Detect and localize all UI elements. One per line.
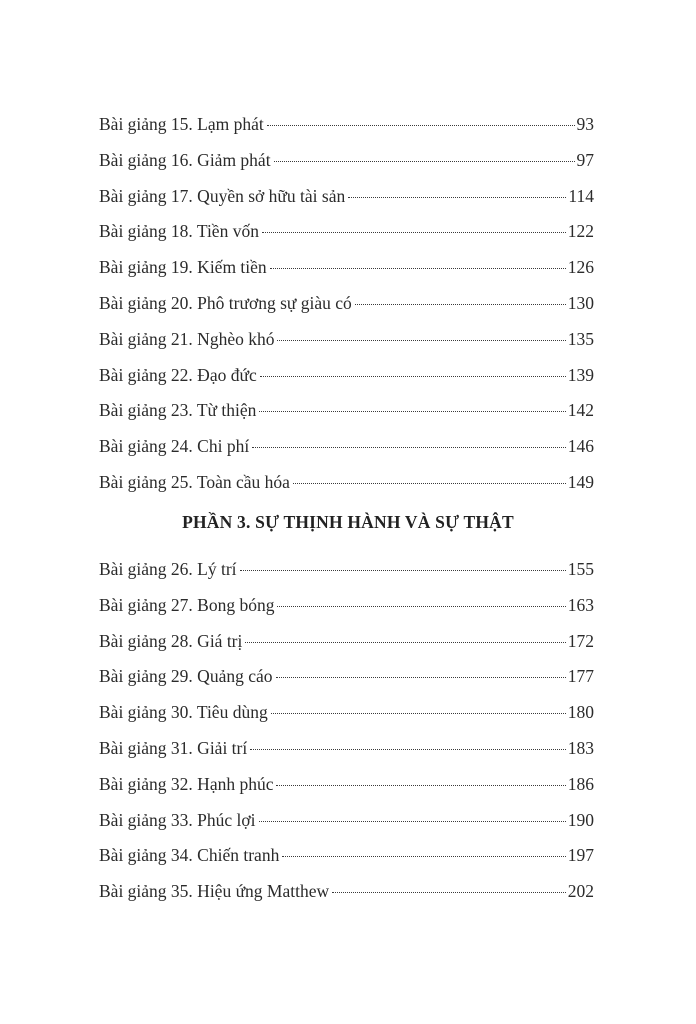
toc-entry-title: Bài giảng 16. Giảm phát [99, 149, 271, 170]
toc-entry-page: 190 [567, 809, 594, 830]
toc-entry-page: 135 [567, 328, 594, 349]
toc-entry-title: Bài giảng 35. Hiệu ứng Matthew [99, 881, 330, 902]
dot-leader [355, 304, 566, 305]
toc-entry-title: Bài giảng 23. Từ thiện [99, 400, 257, 421]
toc-entry [99, 838, 594, 874]
dot-leader [240, 570, 566, 571]
toc-entry [99, 179, 594, 215]
toc-entry-title: Bài giảng 24. Chi phí [99, 436, 250, 457]
toc-entry-page: 97 [576, 149, 594, 170]
toc-entry-title: Bài giảng 15. Lạm phát [99, 114, 264, 134]
toc-entry-title: Bài giảng 32. Hạnh phúc [99, 773, 274, 794]
toc-entry-page: 130 [567, 292, 594, 313]
toc-entry [99, 322, 594, 358]
toc-entry-page: 93 [576, 114, 594, 134]
toc-entry-page: 172 [567, 630, 594, 651]
toc-entry [99, 624, 594, 660]
dot-leader [282, 856, 565, 857]
toc-entry [99, 250, 594, 286]
toc-entry-page: 183 [567, 737, 594, 758]
toc-entry [99, 695, 594, 731]
toc-entry-title: Bài giảng 19. Kiếm tiền [99, 257, 267, 278]
toc-entry-title: Bài giảng 26. Lý trí [99, 559, 237, 579]
toc-entry-title: Bài giảng 30. Tiêu dùng [99, 702, 268, 723]
dot-leader [267, 125, 575, 126]
dot-leader [276, 785, 565, 786]
toc-entry [99, 803, 594, 839]
part-3-heading: PHẦN 3. SỰ THỊNH HÀNH VÀ SỰ THẬT [182, 512, 514, 532]
toc-entry-page: 163 [567, 594, 594, 615]
dot-leader [271, 713, 566, 714]
toc-entry [99, 552, 594, 588]
dot-leader [252, 447, 566, 448]
toc-entry [99, 874, 594, 910]
dot-leader [274, 161, 575, 162]
dot-leader [293, 483, 566, 484]
toc-entry [99, 214, 594, 250]
toc-list-part-3 [99, 552, 594, 910]
dot-leader [276, 677, 566, 678]
toc-entry-page: 122 [567, 221, 594, 242]
toc-entry-title: Bài giảng 21. Nghèo khó [99, 328, 275, 349]
toc-entry-page: 126 [567, 257, 594, 278]
toc-entry-title: Bài giảng 33. Phúc lợi [99, 809, 256, 830]
dot-leader [270, 268, 566, 269]
toc-entry-page: 142 [567, 400, 594, 421]
dot-leader [259, 821, 566, 822]
toc-entry [99, 767, 594, 803]
toc-entry [99, 465, 594, 501]
dot-leader [277, 340, 565, 341]
toc-entry-page: 149 [567, 471, 594, 492]
toc-entry-page: 180 [567, 702, 594, 723]
toc-entry-page: 186 [567, 773, 594, 794]
toc-entry [99, 107, 594, 143]
toc-entry [99, 358, 594, 394]
toc-entry [99, 393, 594, 429]
dot-leader [348, 197, 566, 198]
toc-entry-page: 177 [567, 666, 594, 687]
toc-entry [99, 588, 594, 624]
dot-leader [245, 642, 565, 643]
toc-entry-title: Bài giảng 25. Toàn cầu hóa [99, 471, 290, 492]
toc-entry-title: Bài giảng 27. Bong bóng [99, 594, 275, 615]
toc-entry-title: Bài giảng 31. Giải trí [99, 737, 248, 758]
toc-entry-page: 139 [567, 364, 594, 385]
toc-entry [99, 286, 594, 322]
toc-entry [99, 429, 594, 465]
toc-entry-title: Bài giảng 20. Phô trương sự giàu có [99, 292, 352, 313]
toc-entry-page: 202 [567, 881, 594, 902]
toc-entry-title: Bài giảng 18. Tiền vốn [99, 221, 259, 242]
toc-entry [99, 731, 594, 767]
toc-entry-title: Bài giảng 29. Quảng cáo [99, 666, 273, 687]
toc-entry-page: 146 [567, 436, 594, 457]
toc-entry-page: 197 [567, 845, 594, 866]
toc-entry-page: 155 [567, 559, 594, 579]
toc-entry-page: 114 [568, 185, 594, 206]
toc-entry [99, 143, 594, 179]
toc-entry-title: Bài giảng 22. Đạo đức [99, 364, 257, 385]
dot-leader [332, 892, 566, 893]
dot-leader [277, 606, 565, 607]
toc-entry-title: Bài giảng 28. Giá trị [99, 630, 243, 651]
dot-leader [260, 376, 566, 377]
toc-entry-title: Bài giảng 17. Quyền sở hữu tài sản [99, 185, 346, 206]
dot-leader [259, 411, 565, 412]
toc-entry-title: Bài giảng 34. Chiến tranh [99, 845, 280, 866]
toc-list-part-2 [99, 107, 594, 501]
dot-leader [262, 232, 566, 233]
dot-leader [250, 749, 566, 750]
toc-entry [99, 659, 594, 695]
